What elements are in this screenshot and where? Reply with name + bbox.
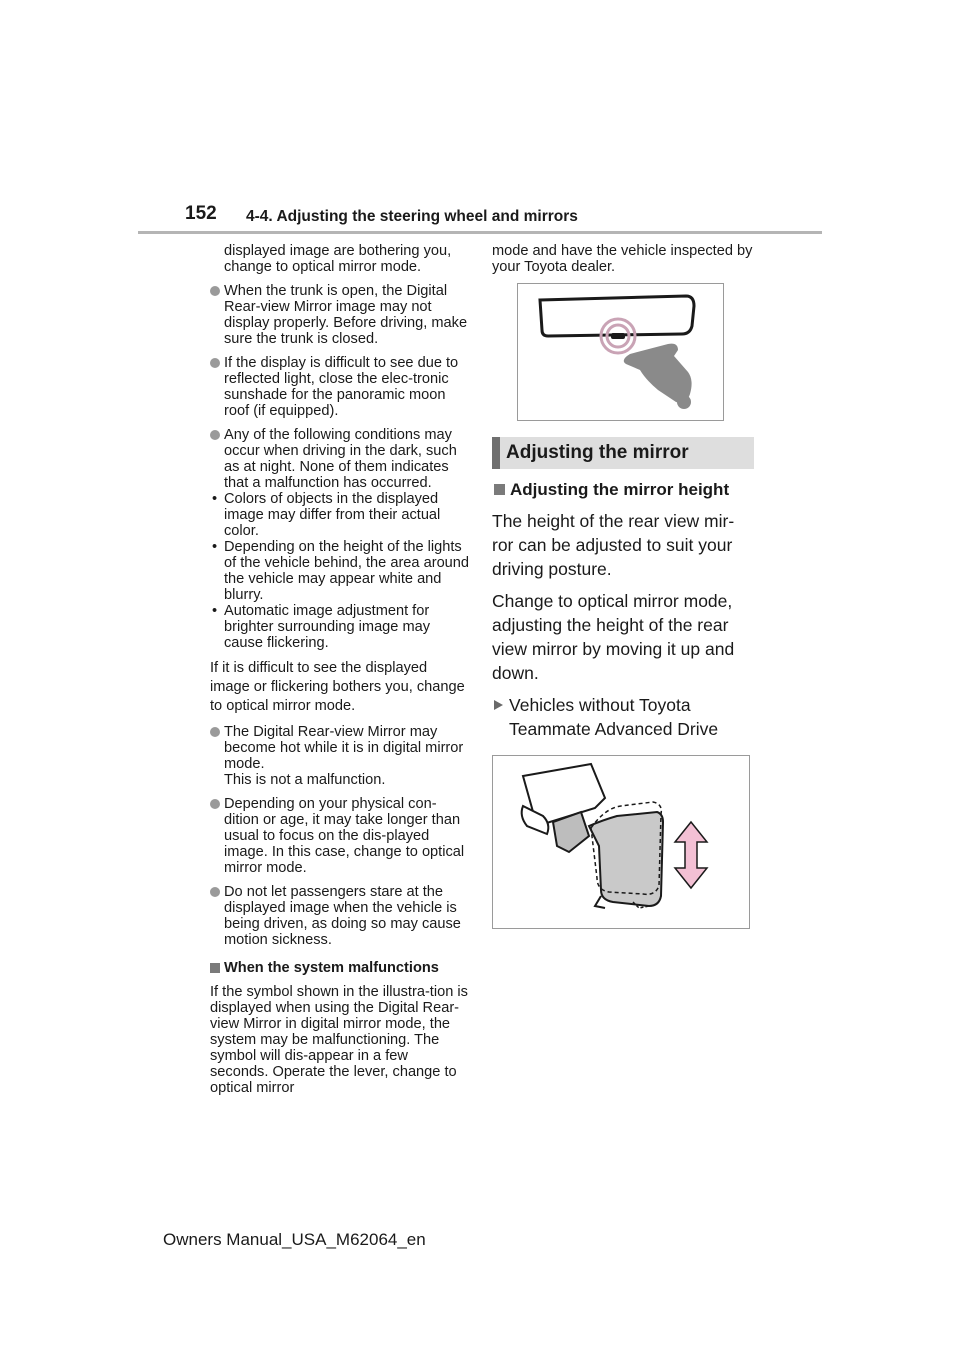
bullet-dot-icon — [210, 358, 220, 368]
bullet-item — [210, 283, 470, 347]
mirror-height-illustration — [492, 755, 750, 929]
bullet-text: Depending on your physical con-dition or age, it may take longer than usual to focus on the dis-played image. In this case, change to optical mirror mode. — [224, 796, 465, 876]
sub-item — [210, 539, 470, 603]
bullet-item — [210, 796, 470, 876]
bullet-dot-icon — [210, 430, 220, 440]
bullet-item — [210, 355, 470, 419]
bullet-item — [210, 724, 470, 788]
bullet-text: The Digital Rear-view Mirror may become hot while it is in digital mirror mode. — [224, 724, 464, 772]
bullet-text: Any of the following conditions may occur when driving in the dark, such as at night. None of them indicates that a malfunction has occurred. — [224, 427, 457, 491]
vehicle-text: Vehicles without Toyota Teammate Advanced Drive — [509, 695, 719, 739]
footer-text: Owners Manual_USA_M62064_en — [163, 1230, 426, 1249]
height-paragraph: The height of the rear view mir-ror can be adjusted to suit your driving posture. — [492, 511, 735, 579]
square-bullet-icon — [210, 963, 220, 973]
mirror-height-drawing — [493, 756, 749, 928]
flicker-note: If it is difficult to see the displayed image or flickering bothers you, change to optical mirror mode. — [210, 660, 465, 714]
sub-text: Depending on the height of the lights of the vehicle behind, the area around the vehicle may appear white and blurry. — [224, 539, 470, 603]
bullet-item — [210, 884, 470, 948]
section-banner: Adjusting the mirror — [492, 437, 754, 469]
page-number: 152 — [185, 203, 217, 224]
sub-text: Automatic image adjustment for brighter surrounding image may cause flickering. — [224, 603, 431, 651]
bullet-dot-icon — [210, 727, 220, 737]
triangle-bullet-icon — [494, 700, 503, 710]
bullet-dot-icon — [210, 887, 220, 897]
sub-item — [210, 491, 470, 539]
heading-text: When the system malfunctions — [224, 960, 439, 976]
continuation-text: mode and have the vehicle inspected by your Toyota dealer. — [492, 243, 753, 275]
height-heading — [492, 479, 754, 501]
malfunction-text: If the symbol shown in the illustra-tion is displayed when using the Digital Rear-view Mirror in digital mirror mode, the system may be malfunctioning. The symbol will dis-appear in a few seconds. Operate the lever, change to optical mirror — [210, 984, 468, 1096]
bullet-item — [210, 427, 470, 491]
right-column — [492, 243, 754, 929]
section-title: 4-4. Adjusting the steering wheel and mirrors — [246, 208, 578, 225]
height-paragraph: Change to optical mirror mode, adjusting the height of the rear view mirror by moving it up and down. — [492, 591, 735, 683]
bullet-dot-icon — [210, 799, 220, 809]
heading-text: Adjusting the mirror height — [510, 480, 730, 499]
vehicle-item — [492, 693, 754, 741]
mirror-switch-drawing — [518, 284, 723, 420]
sub-bullet-icon: • — [212, 539, 218, 555]
hot-note: This is not a malfunction. — [224, 772, 386, 788]
mirror-switch-illustration — [517, 283, 724, 421]
square-bullet-icon — [494, 484, 505, 495]
malfunction-heading — [210, 960, 470, 976]
bullet-text: When the trunk is open, the Digital Rear-view Mirror image may not display properly. Before driving, make sure the trunk is closed. — [224, 283, 468, 347]
sub-text: Colors of objects in the displayed image may differ from their actual color. — [224, 491, 441, 539]
sub-bullet-icon: • — [212, 491, 218, 507]
bullet-text: Do not let passengers stare at the displayed image when the vehicle is being driven, as doing so may cause motion sickness. — [224, 884, 461, 948]
bullet-dot-icon — [210, 286, 220, 296]
left-column — [210, 243, 470, 1104]
intro-text: displayed image are bothering you, change to optical mirror mode. — [224, 243, 452, 275]
header-rule — [138, 231, 822, 234]
bullet-text: If the display is difficult to see due to reflected light, close the elec-tronic sunshade for the panoramic moon roof (if equipped). — [224, 355, 459, 419]
sub-item — [210, 603, 470, 651]
sub-bullet-icon: • — [212, 603, 218, 619]
